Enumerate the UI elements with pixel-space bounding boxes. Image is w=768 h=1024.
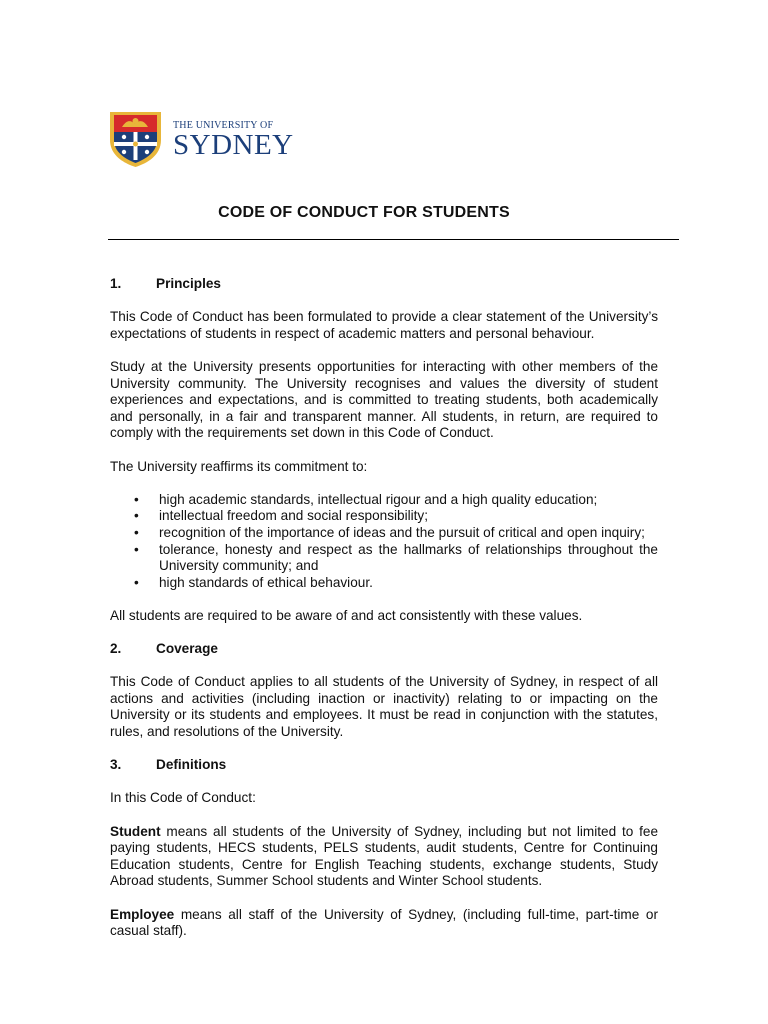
logo-line-1: THE UNIVERSITY OF bbox=[173, 120, 274, 131]
document-title bbox=[0, 204, 768, 222]
paragraph: This Code of Conduct applies to all students of the University of Sydney, in respect of all actions and activities (including inaction or inactivity) relating to or impacting on the University or its students and employees. It must be read in conjunction with the statutes, rules, and resolutions of the University. bbox=[110, 674, 658, 740]
list-item: • tolerance, honesty and respect as the hallmarks of relationships throughout the University community; and bbox=[110, 542, 658, 575]
defined-term: Student bbox=[110, 823, 161, 839]
section-heading-definitions bbox=[110, 757, 658, 774]
paragraph: Study at the University presents opportunities for interacting with other members of the University community. The University recognises and values the diversity of student experiences and expectations, and is committed to treating students, both academically and personally, in a fair and transparent manner. All students, in return, are required to comply with the requirements set down in this Code of Conduct. bbox=[110, 358, 658, 441]
definition-employee bbox=[110, 907, 658, 940]
section-number: 1. bbox=[110, 276, 122, 291]
definition-text: means all staff of the University of Sydney, (including full-time, part-time or casual staff). bbox=[110, 906, 658, 939]
section-title: Principles bbox=[156, 276, 221, 291]
definition-text: means all students of the University of Sydney, including but not limited to fee paying students, HECS students, PELS students, audit students, Centre for Continuing Education students, Centre for English Teaching students, exchange students, Study Abroad students, Summer School students and Winter School students. bbox=[110, 823, 658, 889]
title-divider bbox=[108, 239, 679, 240]
section-number: 3. bbox=[110, 757, 122, 773]
list-item: • recognition of the importance of ideas and the pursuit of critical and open inquiry; bbox=[110, 525, 658, 542]
section-title: Definitions bbox=[156, 757, 227, 773]
list-item: • intellectual freedom and social responsibility; bbox=[110, 508, 658, 525]
section-title: Coverage bbox=[156, 641, 218, 657]
definition-student bbox=[110, 824, 658, 890]
paragraph: The University reaffirms its commitment to: bbox=[110, 458, 368, 474]
defined-term: Employee bbox=[110, 906, 175, 922]
paragraph: In this Code of Conduct: bbox=[110, 790, 256, 806]
section-heading-coverage bbox=[110, 641, 658, 658]
values-list bbox=[110, 492, 658, 592]
paragraph: This Code of Conduct has been formulated to provide a clear statement of the University’s expectations of students in respect of academic matters and personal behaviour. bbox=[110, 309, 658, 341]
logo-line-2: SYDNEY bbox=[173, 129, 294, 161]
list-item: • high academic standards, intellectual rigour and a high quality education; bbox=[110, 492, 658, 509]
section-heading-principles bbox=[110, 276, 658, 293]
university-logo bbox=[108, 110, 294, 168]
university-crest-icon bbox=[108, 110, 163, 168]
section-number: 2. bbox=[110, 641, 122, 657]
list-item: • high standards of ethical behaviour. bbox=[110, 575, 658, 592]
document-title-text: CODE OF CONDUCT FOR STUDENTS bbox=[218, 204, 510, 221]
document-body bbox=[110, 276, 658, 956]
paragraph: All students are required to be aware of and act consistently with these values. bbox=[110, 607, 583, 623]
